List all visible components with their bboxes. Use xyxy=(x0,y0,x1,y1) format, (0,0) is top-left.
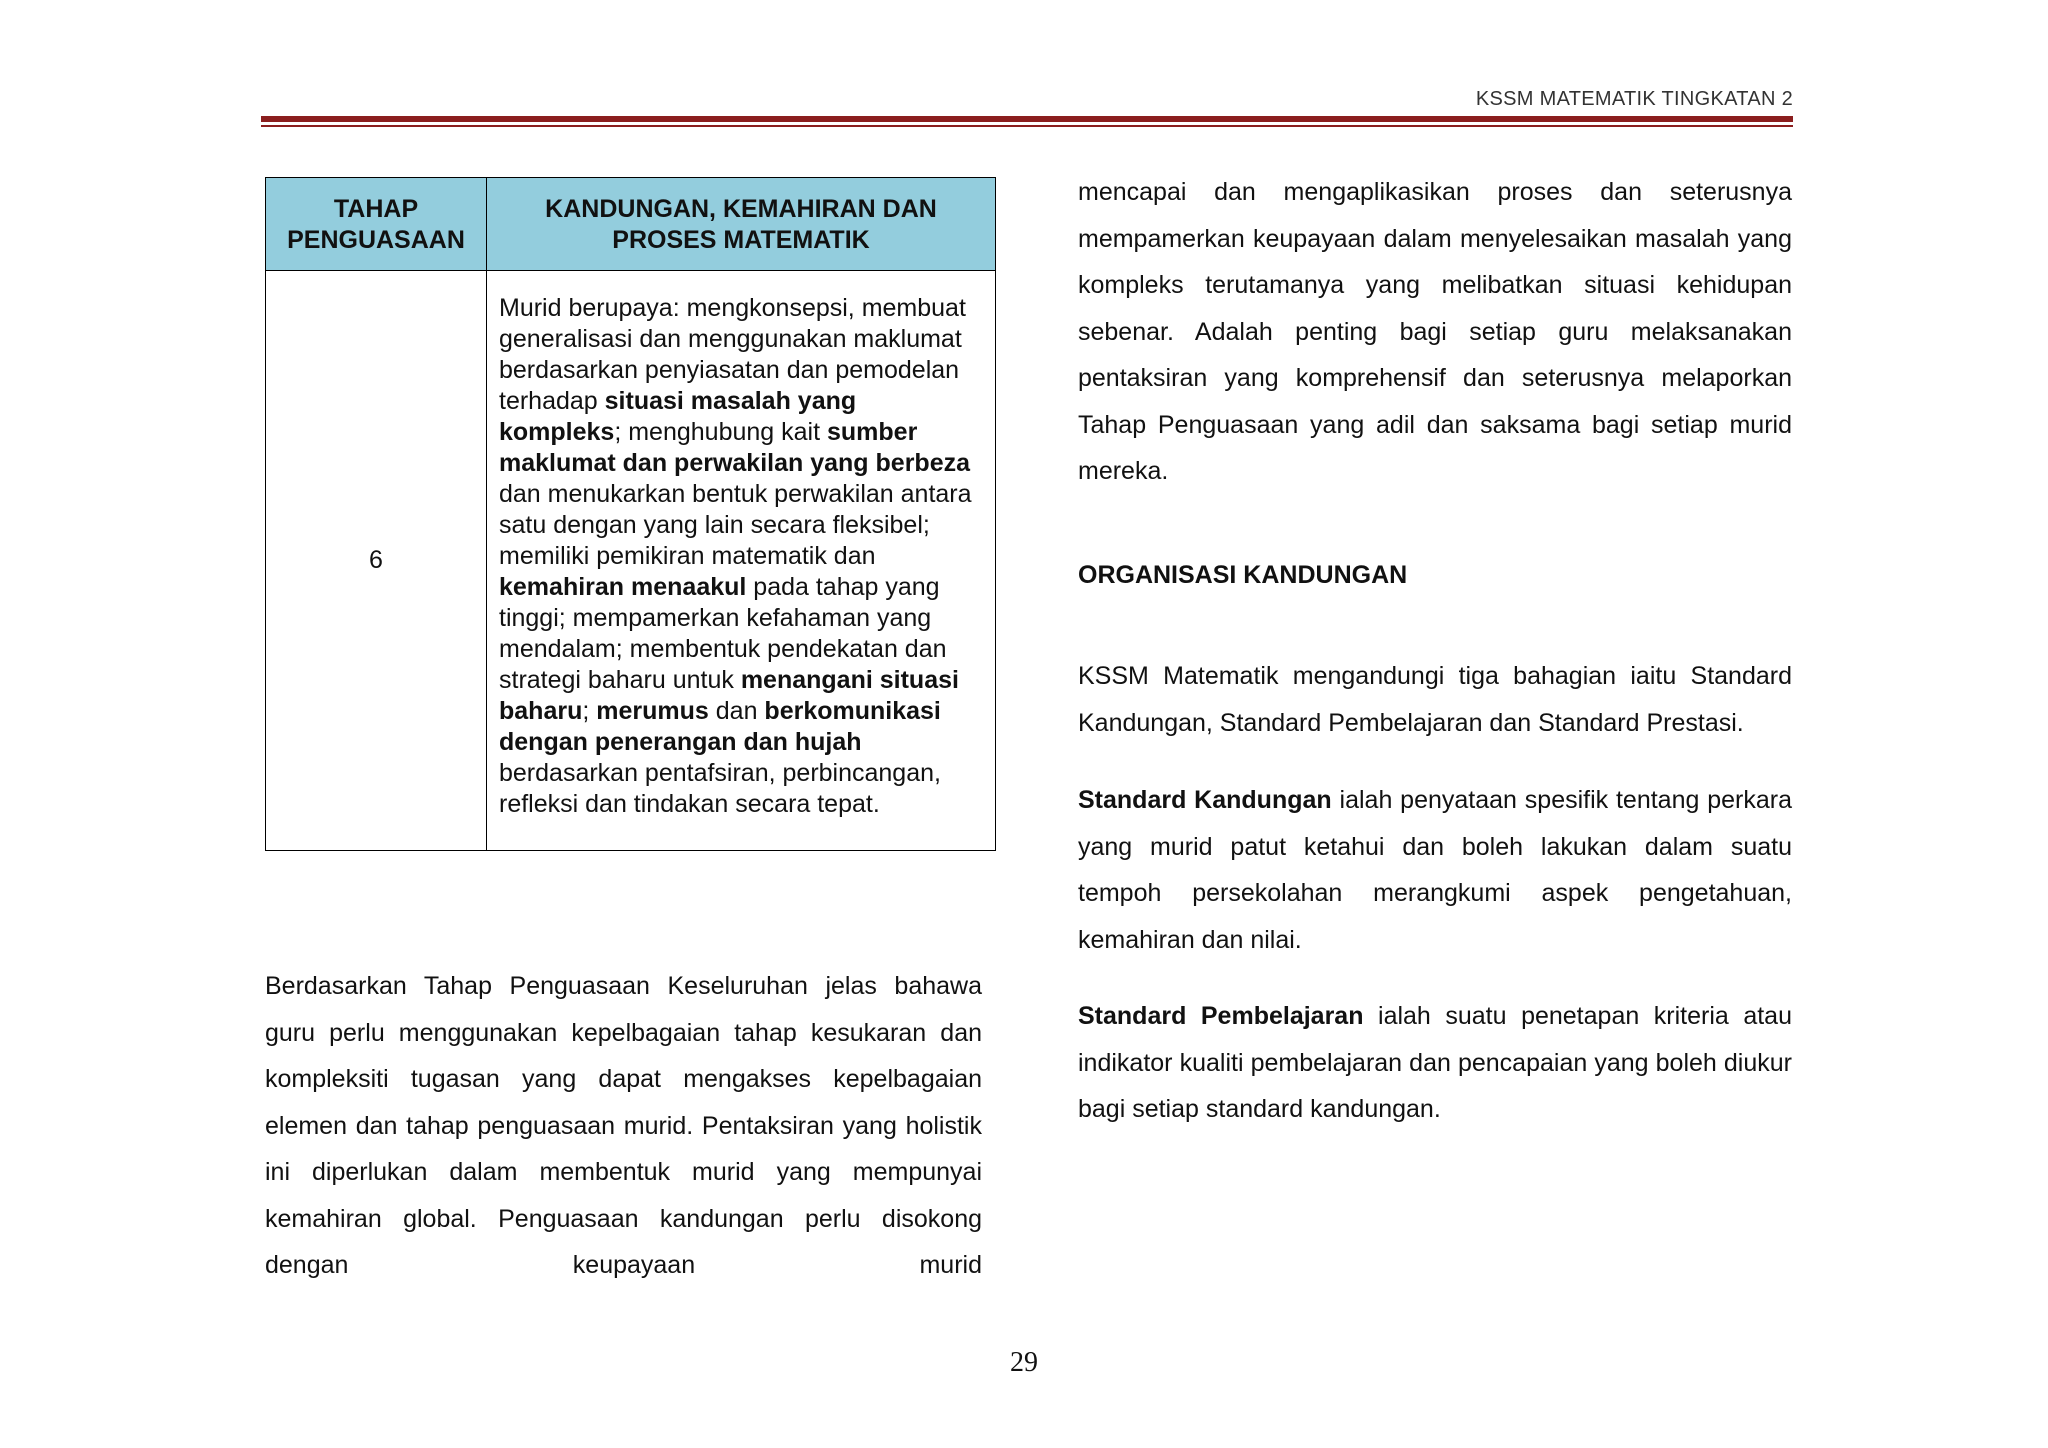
header-rule-thick xyxy=(261,116,1793,122)
description-text: berdasarkan pentafsiran, perbincangan, refleksi dan tindakan secara tepat. xyxy=(499,759,941,818)
right-paragraph-content-standard xyxy=(1078,777,1792,963)
description-emphasis: berkomunikasi dengan penerangan dan hujah xyxy=(499,697,941,756)
description-text: ; xyxy=(582,697,597,725)
term-content-standard: Standard Kandungan xyxy=(1078,786,1332,814)
table-header-row xyxy=(266,178,996,271)
running-header: KSSM MATEMATIK TINGKATAN 2 xyxy=(1475,88,1793,110)
description-text: pada tahap yang tinggi; mempamerkan kefahaman yang mendalam; membentuk pendekatan dan strategi baharu untuk xyxy=(499,573,947,694)
column-header-level: TAHAP PENGUASAAN xyxy=(266,178,487,271)
description-emphasis: menangani situasi baharu xyxy=(499,666,959,725)
page-number: 29 xyxy=(1010,1347,1038,1378)
description-emphasis: sumber maklumat dan perwakilan yang berbeza xyxy=(499,418,970,477)
column-header-content: KANDUNGAN, KEMAHIRAN DAN PROSES MATEMATIK xyxy=(487,178,996,271)
left-paragraph: Berdasarkan Tahap Penguasaan Keseluruhan jelas bahawa guru perlu menggunakan kepelbagaian tahap kesukaran dan kompleksiti tugasan yang dapat mengakses kepelbagaian elemen dan tahap penguasaan murid. Pentaksiran yang holistik ini diperlukan dalam membentuk murid yang mempunyai kemahiran global. Penguasaan kandungan perlu disokong dengan keupayaan murid xyxy=(265,972,982,1279)
right-paragraph-structure: KSSM Matematik mengandungi tiga bahagian iaitu Standard Kandungan, Standard Pembelajaran dan Standard Prestasi. xyxy=(1078,662,1792,737)
right-paragraph-learning-standard xyxy=(1078,993,1792,1133)
description-text: dan xyxy=(708,697,765,725)
description-cell xyxy=(487,271,996,851)
table-row xyxy=(266,271,996,851)
term-learning-standard: Standard Pembelajaran xyxy=(1078,1002,1364,1030)
description-emphasis: kemahiran menaakul xyxy=(499,573,747,601)
description-text: dan menukarkan bentuk perwakilan antara satu dengan yang lain secara fleksibel; memiliki pemikiran matematik dan xyxy=(499,480,972,570)
description-text: Murid berupaya: mengkonsepsi, membuat generalisasi dan menggunakan maklumat berdasarkan penyiasatan dan pemodelan terhadap xyxy=(499,294,966,415)
definition-content-standard: ialah penyataan spesifik tentang perkara yang murid patut ketahui dan boleh lakukan dalam suatu tempoh persekolahan merangkumi aspek pengetahuan, kemahiran dan nilai. xyxy=(1078,786,1792,954)
description-text: ; menghubung kait xyxy=(614,418,827,446)
definition-learning-standard: ialah suatu penetapan kriteria atau indikator kualiti pembelajaran dan pencapaian yang boleh diukur bagi setiap standard kandungan. xyxy=(1078,1002,1792,1123)
right-paragraph-assessment: mencapai dan mengaplikasikan proses dan seterusnya mempamerkan keupayaan dalam menyelesaikan masalah yang kompleks terutamanya yang melibatkan situasi kehidupan sebenar. Adalah penting bagi setiap guru melaksanakan pentaksiran yang komprehensif dan seterusnya melaporkan Tahap Penguasaan yang adil dan saksama bagi setiap murid mereka. xyxy=(1078,178,1792,485)
section-heading: ORGANISASI KANDUNGAN xyxy=(1078,561,1408,589)
description-emphasis: merumus xyxy=(596,697,709,725)
level-cell: 6 xyxy=(266,271,487,851)
header-rule-thin xyxy=(261,125,1793,127)
mastery-level-table xyxy=(265,177,996,851)
description-emphasis: situasi masalah yang kompleks xyxy=(499,387,857,446)
